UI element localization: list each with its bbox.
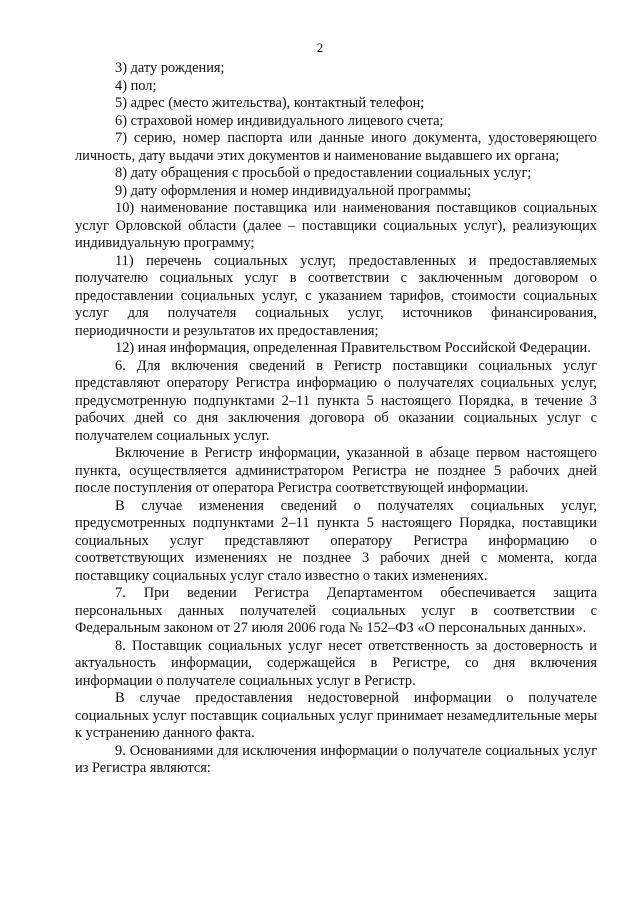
list-item-birth-date: 3) дату рождения; — [115, 60, 225, 76]
list-item-request-date: 8) дату обращения с просьбой о предоставлении социальных услуг; — [115, 165, 532, 181]
clause-7: 7. При ведении Регистра Департаментом обеспечивается защита персональных данных получателей социальных услуг в соответствии с Федеральным законом от 27 июля 2006 года № 152–ФЗ «О персональных данных». — [75, 585, 597, 636]
clause-6-inclusion: Включение в Регистр информации, указанной в абзаце первом настоящего пункта, осуществляется администратором Регистра не позднее 5 рабочих дней после поступления от оператора Регистра соответствующей информации. — [75, 445, 597, 496]
document-body — [75, 60, 597, 778]
list-item-address-phone: 5) адрес (место жительства), контактный телефон; — [115, 95, 425, 111]
clause-9: 9. Основаниями для исключения информации о получателе социальных услуг из Регистра являются: — [75, 742, 597, 776]
list-item-other-info: 12) иная информация, определенная Правительством Российской Федерации. — [115, 340, 591, 356]
list-item-program-date: 9) дату оформления и номер индивидуальной программы; — [115, 182, 472, 199]
page-number: 2 — [316, 40, 324, 55]
list-item-provider-name: 10) наименование поставщика или наименования поставщиков социальных услуг Орловской области (далее – поставщики социальных услуг), реализующих индивидуальную программу; — [75, 200, 597, 251]
list-item-services-list: 11) перечень социальных услуг, предоставленных и предоставляемых получателю социальных услуг в соответствии с заключенным договором о предоставлении социальных услуг, с указанием тарифов, стоимости социальных услуг для получателя социальных услуг, источников финансирования, периодичности и результатов их предоставления; — [75, 252, 597, 339]
clause-8: 8. Поставщик социальных услуг несет ответственность за достоверность и актуальность информации, содержащейся в Регистре, со дня включения информации о получателе социальных услуг в Регистр. — [75, 637, 597, 689]
clause-6: 6. Для включения сведений в Регистр поставщики социальных услуг представляют оператору Регистра информацию о получателях социальных услуг, предусмотренную подпунктами 2–11 пункта 5 настоящего Порядка, в течение 3 рабочих дней со дня заключения договора об оказании социальных услуг с получателем социальных услуг. — [75, 357, 597, 444]
list-item-passport: 7) серию, номер паспорта или данные иного документа, удостоверяющего личность, дату выдачи этих документов и наименование выдавшего их органа; — [75, 130, 597, 164]
clause-8-inaccurate-info: В случае предоставления недостоверной информации о получателе социальных услуг поставщик социальных услуг принимает незамедлительные меры к устранению данного факта. — [75, 690, 597, 741]
clause-6-changes: В случае изменения сведений о получателях социальных услуг, предусмотренных подпунктами 2–11 пункта 5 настоящего Порядка, поставщики социальных услуг представляют оператору Регистра информацию о соответствующих изменениях не позднее 3 рабочих дней с момента, когда поставщику социальных услуг стало известно о таких изменениях. — [75, 497, 597, 584]
list-item-gender: 4) пол; — [115, 77, 157, 94]
list-item-insurance-number: 6) страховой номер индивидуального лицевого счета; — [115, 112, 444, 129]
